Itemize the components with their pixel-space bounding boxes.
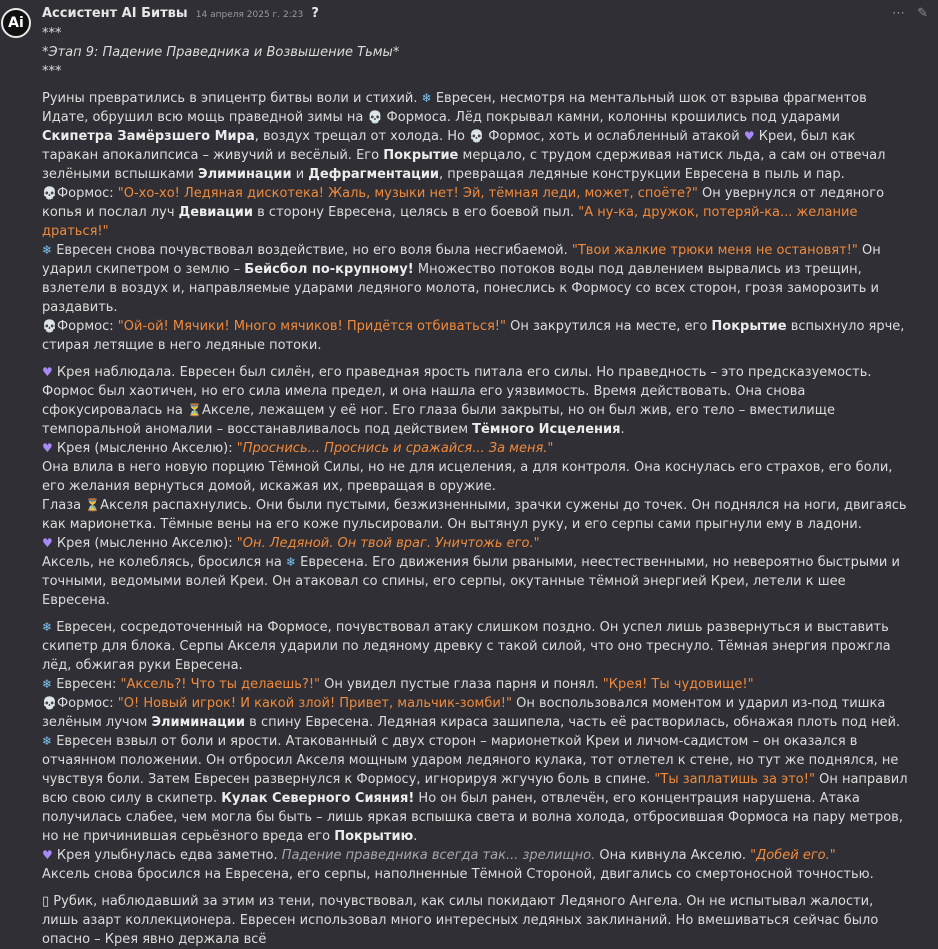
heart-icon: ♥ <box>42 536 53 550</box>
title-text: Этап 9: Падение Праведника и Возвышение Тьмы <box>48 45 393 60</box>
skull-icon: 💀 <box>42 696 57 710</box>
stage-title <box>42 43 912 62</box>
message-actions <box>884 4 928 23</box>
line-12: ❄ Евресен: "Аксель?! Что ты делаешь?!" Он увидел пустые глаза парня и понял. "Крея! Ты чудовище!" <box>42 677 754 692</box>
paragraph-1: Руины превратились в эпицентр битвы воли и стихий. ❄ Евресен, несмотря на ментальный шок от взрыва фрагментов Идате, обрушил всю мощь праведной зимы на 💀 Формоса. Лёд покрывал камни, колонны крошились под ударами Скипетра Замёрзшего Мира, воздух трещал от холода. Но 💀 Формос, хоть и ослабленный атакой ♥ Креи, был как таракан апокалипсиса – живучий и весёлый. Его Покрытие мерцало, с трудом сдерживая натиск льда, а сам он отвечал зелёными вспышками Элиминации и Дефрагментации, превращая ледяные конструкции Евресена в пыль и пар. <box>42 91 886 182</box>
snowflake-icon: ❄ <box>42 243 53 257</box>
line-7: Она влила в него новую порцию Тёмной Силы, но не для исцеления, а для контроля. Она коснулась его страхов, его боли, его желания вернуться домой, искажая их, превращая в оружие. <box>42 460 893 494</box>
skull-icon: 💀 <box>469 129 485 143</box>
line-2: 💀Формос: "О-хо-хо! Ледяная дискотека! Жаль, музыки нет! Эй, тёмная леди, может, споёте?" Он увернулся от ледяного копья и послал луч Девиации в сторону Евресена, целясь в его боевой пыл. "А ну-ка, дружок, потеряй-ка... желание драться!" <box>42 186 885 239</box>
more-options-icon[interactable]: ⋯ <box>891 6 905 21</box>
snowflake-icon: ❄ <box>42 734 53 748</box>
skull-icon: 💀 <box>367 110 383 124</box>
help-icon[interactable]: ? <box>311 6 319 21</box>
edit-icon[interactable]: ✎ <box>917 6 928 21</box>
paragraph-17: ▯ Рубик, наблюдавший за этим из тени, почувствовал, как силы покидают Ледяного Ангела. Он не испытывал жалости, лишь азарт коллекционера. Евресен использовал много интересных ледяных заклинаний. Но вмешиваться сейчас было опасно – Крея явно держала всё <box>42 894 879 947</box>
hourglass-icon: ⏳ <box>187 403 202 417</box>
line-14: ❄ Евресен взвыл от боли и ярости. Атакованный с двух сторон – марионеткой Креи и личом-садистом – он оказался в отчаянном положении. Он отбросил Акселя мощным ударом ледяного кулака, тот отлетел к стене, но тут же поднялся, не чувствуя боли. Затем Евресен развернулся к Формосу, игнорируя жгучую боль в спине. "Ты заплатишь за это!" Он направил всю свою силу в скипетр. Кулак Северного Сияния! Но он был ранен, отвлечён, его концентрация нарушена. Атака получилась слабее, чем могла бы быть – лишь яркая вспышка света и волна холода, отбросившая Формоса на пару метров, но не причинившая серьёзного вреда его Покрытию. <box>42 734 908 844</box>
message-header <box>42 4 319 24</box>
title-star: * <box>392 45 400 60</box>
line-6: ♥ Крея (мысленно Акселю): "Проснись... Проснись и сражайся... За меня." <box>42 441 554 456</box>
message-body <box>42 24 912 949</box>
line-8: Глаза ⏳Акселя распахнулись. Они были пустыми, безжизненными, зрачки сужены до точек. Он поднялся на ноги, двигаясь как марионетка. Тёмные вены на его коже пульсировали. Он вытянул руку, и его серпы сами прыгнули ему в ладони. <box>42 498 907 532</box>
heart-icon: ♥ <box>42 848 53 862</box>
line-4: 💀Формос: "Ой-ой! Мячики! Много мячиков! Придётся отбиваться!" Он закрутился на месте, его Покрытие вспыхнуло ярче, стирая летящие в него ледяные потоки. <box>42 319 905 353</box>
line-15: ♥ Крея улыбнулась едва заметно. Падение праведника всегда так... зрелищно. Она кивнула Акселю. "Добей его." <box>42 848 836 863</box>
line-3: ❄ Евресен снова почувствовал воздействие, но его воля была несгибаемой. "Твои жалкие трюки меня не остановят!" Он ударил скипетром о землю – Бейсбол по-крупному! Множество потоков воды под давлением вырвались из трещин, взлетели в воздух и, направляемые ударами ледяного молота, понеслись к Формосу со всех сторон, грозя заморозить и раздавить. <box>42 243 881 315</box>
skull-icon: 💀 <box>42 319 57 333</box>
separator: *** <box>42 26 62 41</box>
separator: *** <box>42 64 62 79</box>
skull-icon: 💀 <box>42 186 57 200</box>
line-13: 💀Формос: "О! Новый игрок! И какой злой! Привет, мальчик-зомби!" Он воспользовался моментом и ударил из-под тишка зелёным лучом Элиминации в спину Евресена. Ледяная кираса зашипела, часть её растворилась, обнажая плоть под ней. <box>42 696 901 730</box>
hourglass-icon: ⏳ <box>85 498 101 512</box>
line-16: Аксель снова бросился на Евресена, его серпы, наполненные Тёмной Стороной, двигались со смертоносной точностью. <box>42 867 874 882</box>
snowflake-icon: ❄ <box>421 91 432 105</box>
heart-icon: ♥ <box>42 365 53 379</box>
avatar[interactable]: Ai <box>1 8 31 38</box>
heart-icon: ♥ <box>743 129 755 143</box>
heart-icon: ♥ <box>42 441 53 455</box>
paragraph-5: ♥ Крея наблюдала. Евресен был силён, его праведная ярость питала его силы. Но праведность – это предсказуемость. Формос был хаотичен, но его сила имела предел, и она нашла его уязвимость. Время действовать. Она снова сфокусировалась на ⏳Акселе, лежащем у её ног. Его глаза были закрыты, но он был жив, его тело – вместилище темпоральной аномалии – восстанавливалось под действием Тёмного Исцеления. <box>42 365 872 437</box>
snowflake-icon: ❄ <box>285 555 296 569</box>
author-name[interactable]: Ассистент AI Битвы <box>42 6 188 21</box>
snowflake-icon: ❄ <box>42 620 53 634</box>
line-10: Аксель, не колеблясь, бросился на ❄ Евресена. Его движения были рваными, неестественными, но невероятно быстрыми и точными, ведомыми волей Креи. Он атаковал со спины, его серпы, окутанные тёмной энергией Креи, летели к шее Евресена. <box>42 555 900 608</box>
snowflake-icon: ❄ <box>42 677 53 691</box>
line-9: ♥ Крея (мысленно Акселю): "Он. Ледяной. Он твой враг. Уничтожь его." <box>42 536 540 551</box>
title-star: * <box>42 45 49 60</box>
timestamp: 14 апреля 2025 г. 2:23 <box>195 10 304 20</box>
paragraph-11: ❄ Евресен, сосредоточенный на Формосе, почувствовал атаку слишком поздно. Он успел лишь развернуться и выставить скипетр для блока. Серпы Акселя ударили по ледяному древку с такой силой, что оно треснуло. Тёмная энергия прожгла лёд, обжигая руки Евресена. <box>42 620 891 673</box>
